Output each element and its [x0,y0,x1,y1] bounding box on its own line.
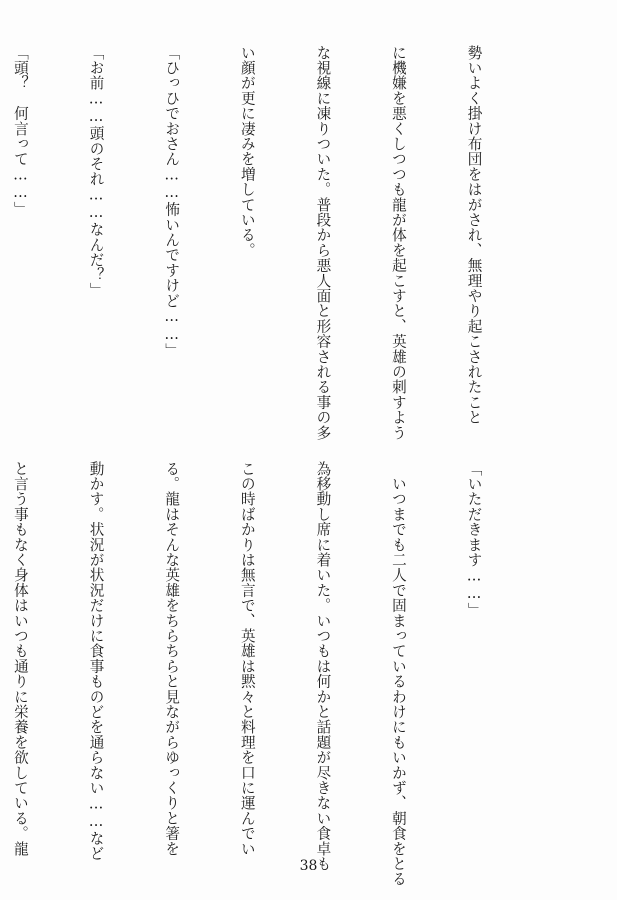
dialogue-line: 「お前……頭のそれ……なんだ？」 [87,45,105,298]
text-line: と言う事もなく身体はいつも通りに栄養を欲している。龍 [11,461,29,857]
text-line: る。龍はそんな英雄をちらちらと見ながらゆっくりと箸を [163,461,181,857]
dialogue-line: 「ひっひでおさん……怖いんですけど……」 [163,45,181,359]
text-line: 為移動し席に着いた。いつもは何かと話題が尽きない食卓も [314,461,332,872]
dialogue-line: 「頭？ 何言って……」 [11,45,29,217]
text-line: いつまでも二人で固まっているわけにもいかず、朝食をとる [389,461,407,887]
text-line: この時ばかりは無言で、英雄は黙々と料理を口に運んでい [238,461,256,857]
text-line: に機嫌を悪くしつつも龍が体を起こすと、英雄の刺すよう [389,45,407,441]
text-line: な視線に凍りついた。普段から悪人面と形容される事の多 [314,45,332,441]
text-line: 動かす。状況が状況だけに食事ものどを通らない……など [87,461,105,861]
page-number: 38 [299,858,318,874]
text-line: い顔が更に凄みを増している。 [238,45,256,258]
text-line: 勢いよく掛け布団をはがされ、無理やり起こされたこと [465,45,483,425]
upper-text-section [11,45,537,441]
dialogue-line: 「いただきます……」 [465,461,483,618]
